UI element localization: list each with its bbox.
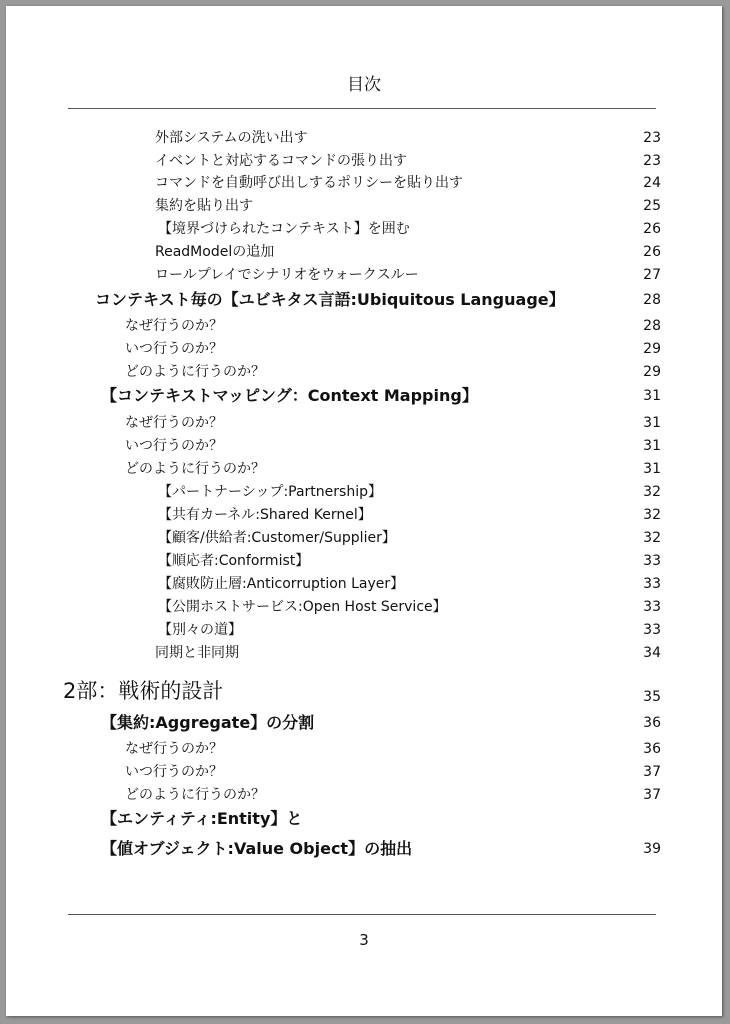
toc-entry-title: いつ行うのか？ bbox=[125, 438, 223, 454]
toc-entry-page: 31 bbox=[643, 415, 661, 431]
toc-entry-title: なぜ行うのか？ bbox=[125, 741, 223, 757]
toc-entry-page: 37 bbox=[643, 764, 661, 780]
toc-entry-page: 25 bbox=[643, 198, 661, 214]
toc-part-title: 2部：戦術的設計 bbox=[63, 679, 224, 703]
toc-entry-title: 同期と非同期 bbox=[155, 645, 239, 661]
toc-entry-page: 36 bbox=[643, 741, 661, 757]
toc-entry-page: 29 bbox=[643, 364, 661, 380]
toc-entry-page: 26 bbox=[643, 244, 661, 260]
toc-entry-page: 37 bbox=[643, 787, 661, 803]
toc-entry-title: イベントと対応するコマンドの張り出す bbox=[155, 153, 407, 169]
toc-entry-title: 【境界づけられたコンテキスト】を囲む bbox=[158, 221, 410, 237]
toc-entry-page: 33 bbox=[643, 553, 661, 569]
header-divider bbox=[68, 108, 656, 109]
toc-entry-page: 32 bbox=[643, 484, 661, 500]
toc-entry-page: 28 bbox=[643, 292, 661, 308]
toc-entry-page: 32 bbox=[643, 530, 661, 546]
page-number: 3 bbox=[359, 931, 369, 949]
toc-entry-page: 39 bbox=[643, 841, 661, 857]
document-page bbox=[6, 6, 722, 1016]
toc-entry-page: 33 bbox=[643, 576, 661, 592]
toc-entry-title: なぜ行うのか？ bbox=[125, 415, 223, 431]
toc-entry-page: 34 bbox=[643, 645, 661, 661]
toc-entry-title: 【共有カーネル:Shared Kernel】 bbox=[158, 507, 372, 523]
toc-entry-page: 36 bbox=[643, 715, 661, 731]
toc-entry-title: 【別々の道】 bbox=[158, 622, 242, 638]
toc-entry-page: 26 bbox=[643, 221, 661, 237]
toc-entry-title: ロールプレイでシナリオをウォークスルー bbox=[155, 267, 419, 283]
toc-entry-page: 31 bbox=[643, 438, 661, 454]
toc-entry-title: 集約を貼り出す bbox=[155, 198, 253, 214]
toc-entry-page: 35 bbox=[643, 689, 661, 705]
toc-entry-title: どのように行うのか？ bbox=[125, 787, 265, 803]
toc-entry-title: 【腐敗防止層:Anticorruption Layer】 bbox=[158, 576, 405, 592]
toc-entry-title: 【パートナーシップ:Partnership】 bbox=[158, 484, 382, 500]
toc-entry-page: 23 bbox=[643, 130, 661, 146]
toc-entry-title: なぜ行うのか？ bbox=[125, 318, 223, 334]
page-header-title: 目次 bbox=[347, 75, 381, 95]
footer-divider bbox=[68, 914, 656, 915]
toc-entry-title: 【値オブジェクト:Value Object】の抽出 bbox=[101, 839, 413, 858]
toc-entry-page: 29 bbox=[643, 341, 661, 357]
toc-entry-page: 33 bbox=[643, 622, 661, 638]
toc-entry-title: いつ行うのか？ bbox=[125, 341, 223, 357]
toc-entry-title: 【集約:Aggregate】の分割 bbox=[101, 713, 315, 732]
toc-entry-page: 31 bbox=[643, 461, 661, 477]
toc-entry-page: 24 bbox=[643, 175, 661, 191]
toc-entry-page: 32 bbox=[643, 507, 661, 523]
toc-entry-title: ReadModelの追加 bbox=[155, 244, 275, 260]
toc-entry-title: コマンドを自動呼び出しするポリシーを貼り出す bbox=[155, 175, 463, 191]
toc-entry-title: 【顧客/供給者:Customer/Supplier】 bbox=[158, 530, 396, 546]
toc-entry-title: 【エンティティ:Entity】と bbox=[101, 809, 303, 828]
toc-entry-title: 【コンテキストマッピング：Context Mapping】 bbox=[101, 386, 478, 405]
toc-entry-page: 28 bbox=[643, 318, 661, 334]
toc-entry-title: どのように行うのか？ bbox=[125, 461, 265, 477]
toc-entry-page: 27 bbox=[643, 267, 661, 283]
toc-entry-title: どのように行うのか？ bbox=[125, 364, 265, 380]
toc-entry-title: 外部システムの洗い出す bbox=[155, 130, 308, 146]
toc-entry-title: コンテキスト毎の【ユビキタス言語:Ubiquitous Language】 bbox=[95, 290, 565, 309]
toc-entry-page: 23 bbox=[643, 153, 661, 169]
toc-entry-title: 【公開ホストサービス:Open Host Service】 bbox=[158, 599, 447, 615]
toc-entry-page: 31 bbox=[643, 388, 661, 404]
toc-entry-title: いつ行うのか？ bbox=[125, 764, 223, 780]
toc-entry-page: 33 bbox=[643, 599, 661, 615]
toc-entry-title: 【順応者:Conformist】 bbox=[158, 553, 310, 569]
